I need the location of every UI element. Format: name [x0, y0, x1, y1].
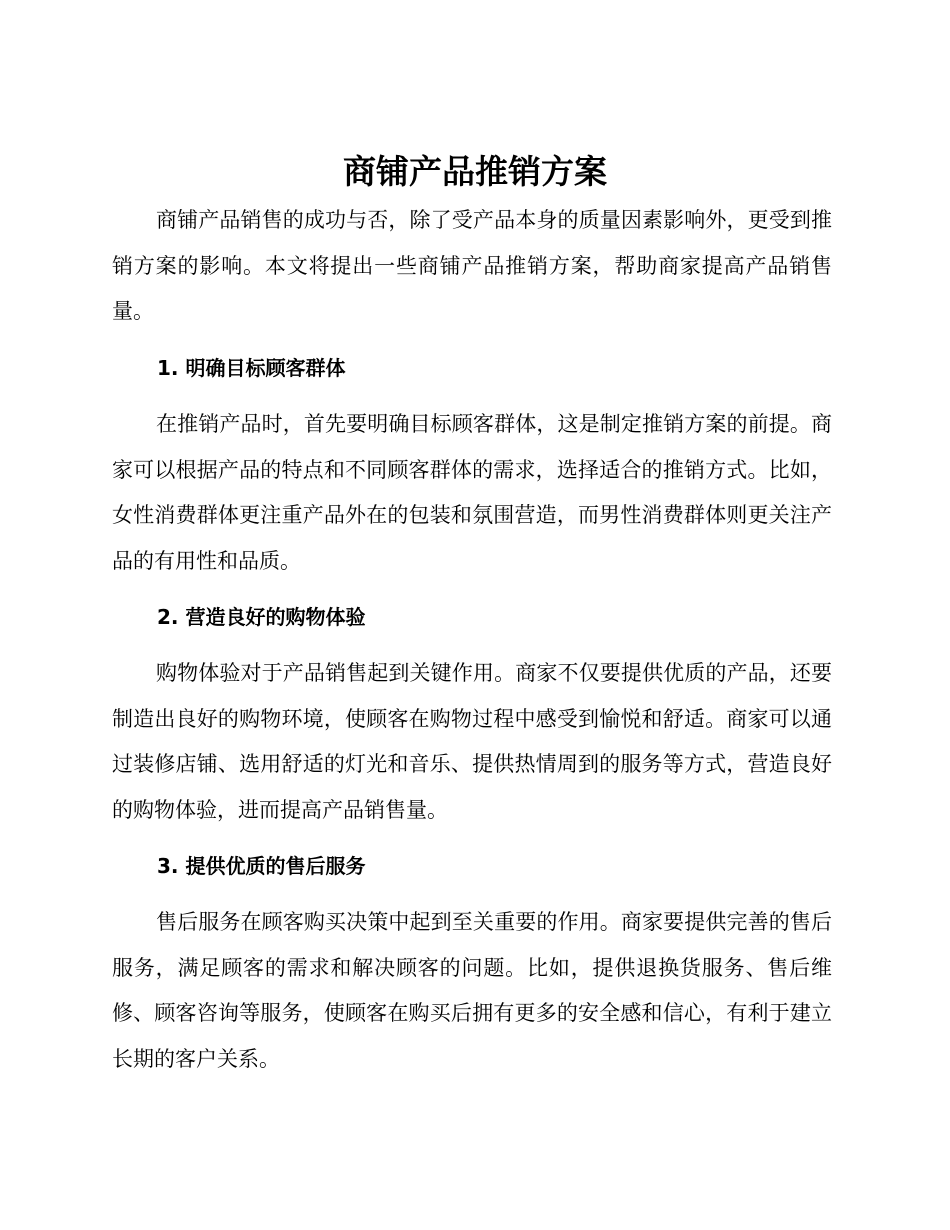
document-title: 商铺产品推销方案 — [343, 152, 607, 191]
section-heading-1: 1. 明确目标顾客群体 — [157, 356, 346, 380]
section-body-1: 在推销产品时，首先要明确目标顾客群体，这是制定推销方案的前提。商家可以根据产品的特点和不同顾客群体的需求，选择适合的推销方式。比如，女性消费群体更注重产品外在的包装和氛围营造，而男性消费群体则更关注产品的有用性和品质。 — [112, 412, 832, 573]
section-heading-2: 2. 营造良好的购物体验 — [157, 605, 366, 629]
section-body-3: 售后服务在顾客购买决策中起到至关重要的作用。商家要提供完善的售后服务，满足顾客的需求和解决顾客的问题。比如，提供退换货服务、售后维修、顾客咨询等服务，使顾客在购买后拥有更多的安全感和信心，有利于建立长期的客户关系。 — [112, 910, 832, 1071]
intro-paragraph: 商铺产品销售的成功与否，除了受产品本身的质量因素影响外，更受到推销方案的影响。本文将提出一些商铺产品推销方案，帮助商家提高产品销售量。 — [112, 208, 832, 323]
section-body-2: 购物体验对于产品销售起到关键作用。商家不仅要提供优质的产品，还要制造出良好的购物环境，使顾客在购物过程中感受到愉悦和舒适。商家可以通过装修店铺、选用舒适的灯光和音乐、提供热情周到的服务等方式，营造良好的购物体验，进而提高产品销售量。 — [112, 661, 832, 822]
section-heading-3: 3. 提供优质的售后服务 — [157, 854, 366, 878]
